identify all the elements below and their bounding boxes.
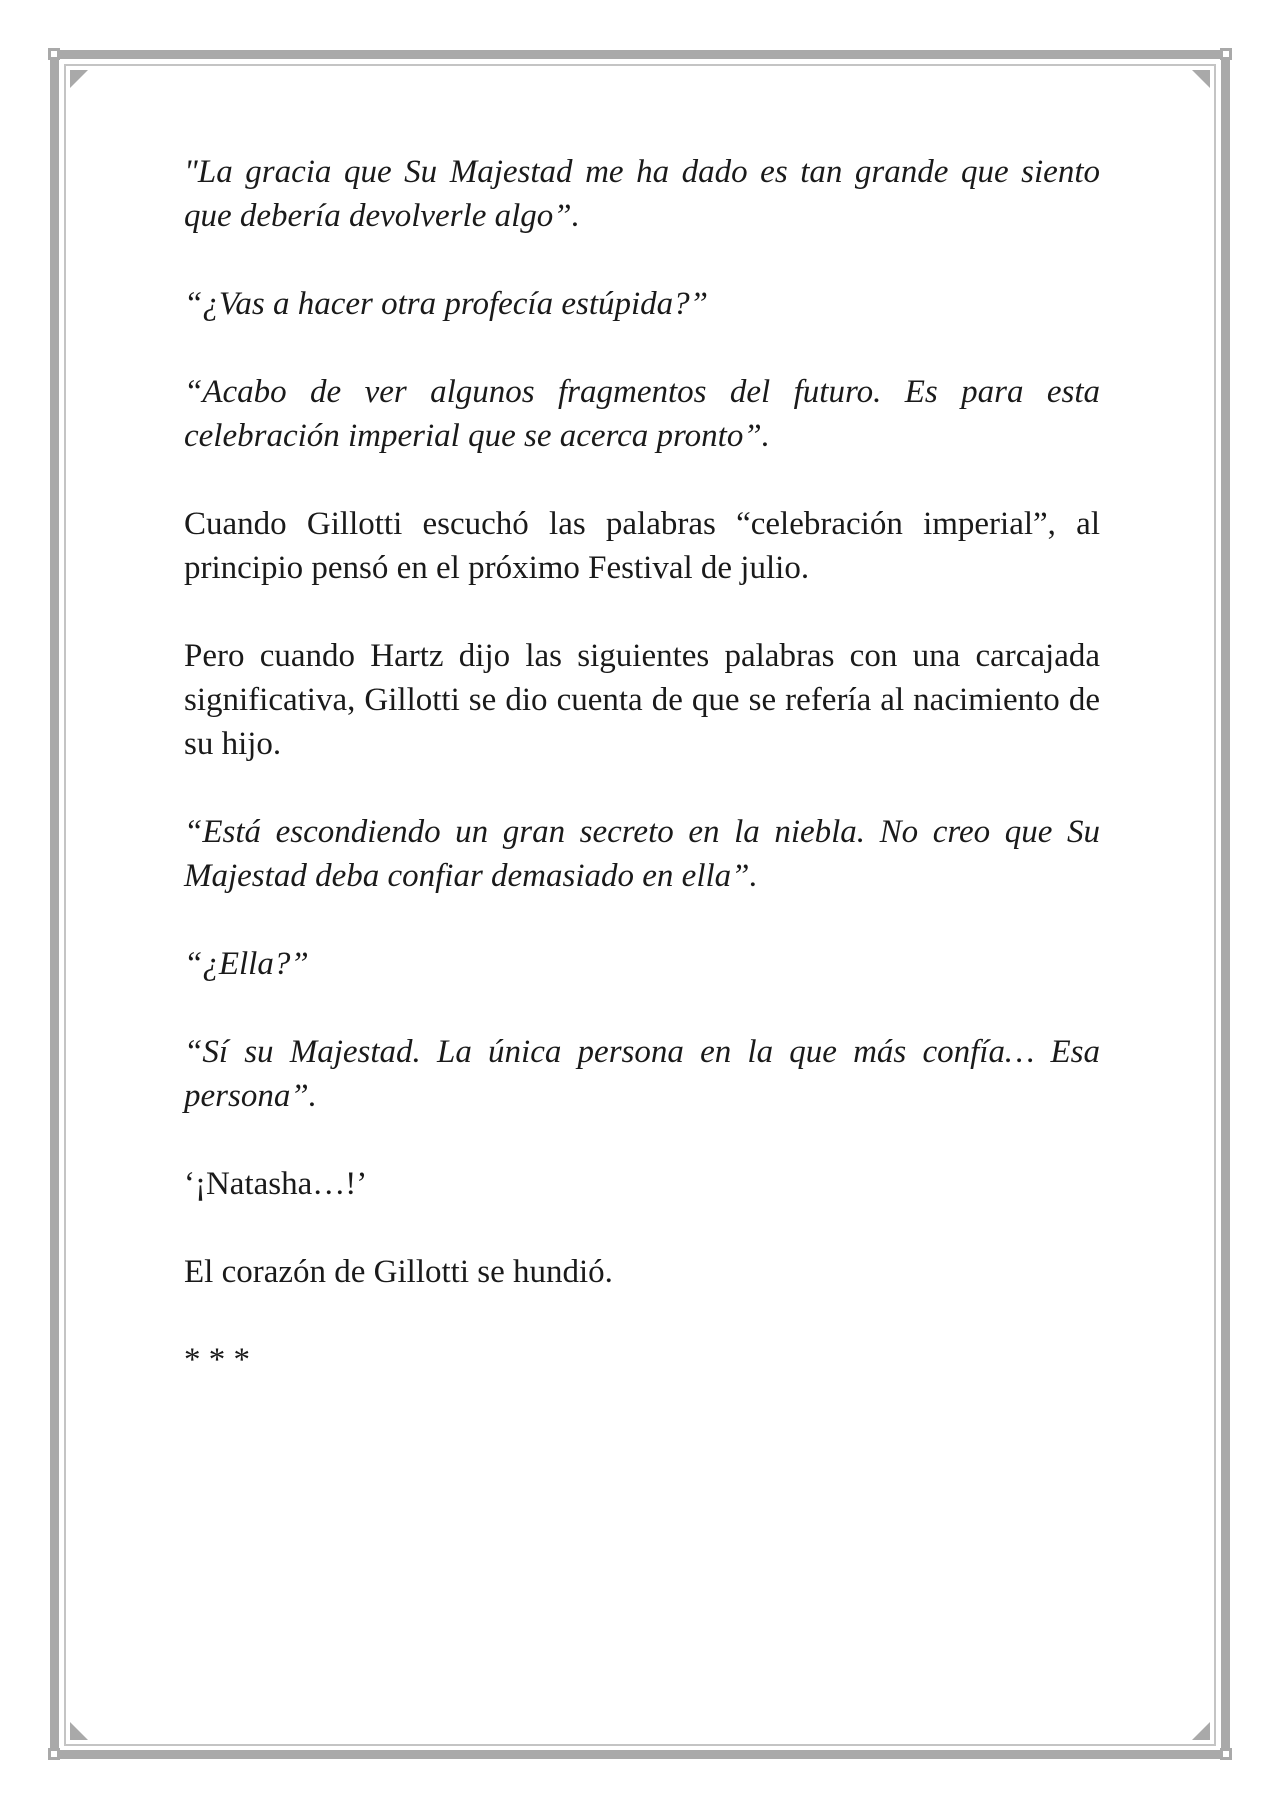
paragraph-3: “Acabo de ver algunos fragmentos del futuro. Es para esta celebración imperial que se acerca pronto”. <box>184 374 1100 454</box>
paragraph-1: "La gracia que Su Majestad me ha dado es tan grande que siento que debería devolverle algo”. <box>184 154 1100 234</box>
frame-border-top <box>60 50 1220 59</box>
corner-ornament-top-left <box>70 70 88 88</box>
frame-corner-top-left <box>48 48 60 60</box>
paragraph-4: Cuando Gillotti escuchó las palabras “celebración imperial”, al principio pensó en el próximo Festival de julio. <box>184 506 1100 586</box>
corner-ornament-bottom-left <box>70 1722 88 1740</box>
frame-border-right <box>1221 60 1230 1750</box>
paragraph-5: Pero cuando Hartz dijo las siguientes palabras con una carcajada significativa, Gillotti se dio cuenta de que se refería al nacimiento de su hijo. <box>184 638 1100 762</box>
page-body <box>184 150 1100 1426</box>
paragraph-9: ‘¡Natasha…!’ <box>184 1166 368 1202</box>
paragraph-10: El corazón de Gillotti se hundió. <box>184 1254 613 1290</box>
paragraph-6: “Está escondiendo un gran secreto en la niebla. No creo que Su Majestad deba confiar demasiado en ella”. <box>184 814 1100 894</box>
corner-ornament-bottom-right <box>1192 1722 1210 1740</box>
paragraph-2: “¿Vas a hacer otra profecía estúpida?” <box>184 286 709 322</box>
frame-corner-bottom-left <box>48 1748 60 1760</box>
frame-corner-bottom-right <box>1220 1748 1232 1760</box>
frame-border-bottom <box>60 1750 1220 1759</box>
frame-inner-right <box>1214 64 1216 1746</box>
corner-ornament-top-right <box>1192 70 1210 88</box>
frame-inner-bottom <box>64 1744 1216 1746</box>
paragraph-8: “Sí su Majestad. La única persona en la que más confía… Esa persona”. <box>184 1034 1100 1114</box>
scene-break: * * * <box>184 1342 250 1378</box>
frame-border-left <box>50 60 59 1750</box>
frame-inner-top <box>64 64 1216 66</box>
frame-corner-top-right <box>1220 48 1232 60</box>
paragraph-7: “¿Ella?” <box>184 946 309 982</box>
frame-inner-left <box>64 64 66 1746</box>
